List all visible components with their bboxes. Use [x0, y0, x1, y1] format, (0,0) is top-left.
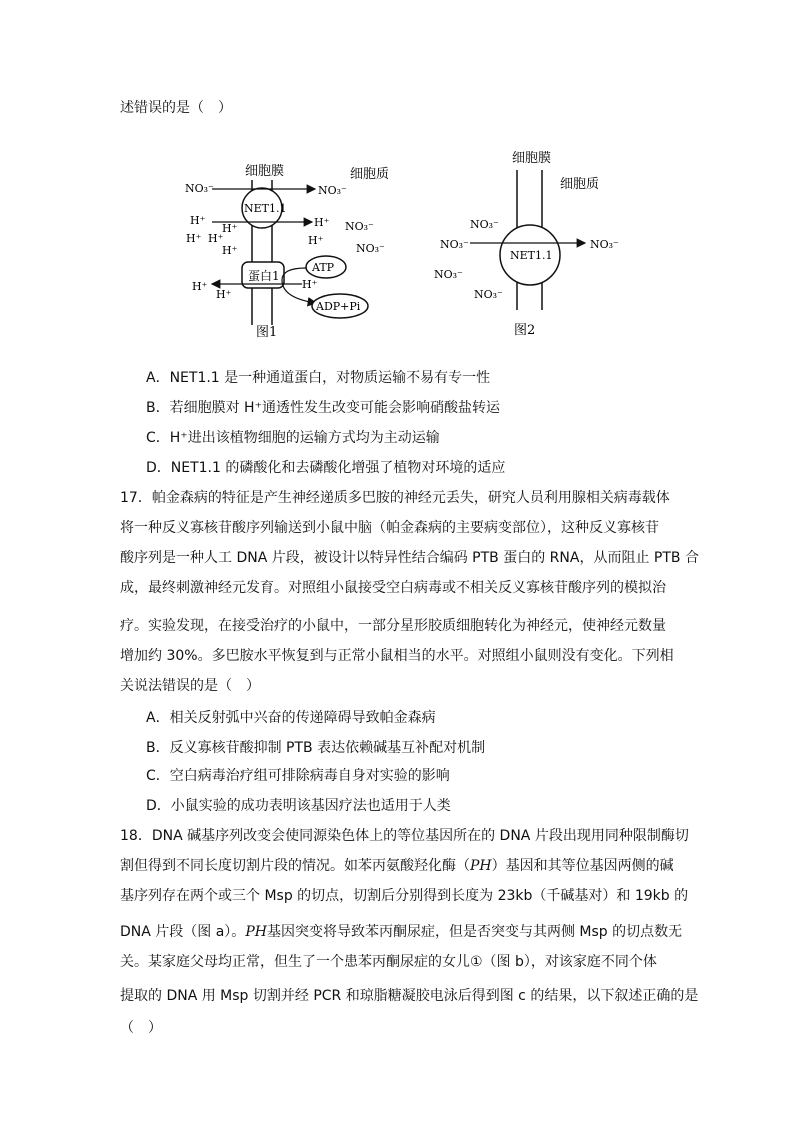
fig2-no3-4: NO₃⁻ — [474, 288, 503, 301]
q16-option-d: D．NET1.1 的磷酸化和去磷酸化增强了植物对环境的适应 — [146, 460, 506, 476]
fig1-h-8: H⁺ — [302, 278, 318, 291]
fig1-cytoplasm-label: 细胞质 — [350, 167, 390, 182]
q16-option-b: B．若细胞膜对 H⁺通透性发生改变可能会影响硝酸盐转运 — [146, 400, 500, 416]
fig1-caption: 图1 — [256, 325, 278, 340]
fig1-h-2: H⁺ — [222, 222, 238, 235]
fig1-no3-c1: NO₃⁻ — [345, 220, 374, 233]
q17-option-c: C．空白病毒治疗组可排除病毒自身对实验的影响 — [146, 768, 450, 784]
fig1-membrane-label: 细胞膜 — [245, 164, 285, 179]
fig1-no3-in: NO₃⁻ — [318, 184, 347, 197]
fig1-protein-label: 蛋白1 — [248, 269, 280, 283]
q17-line: 酸序列是一种人工 DNA 片段，被设计以特异性结合编码 PTB 蛋白的 RNA，从而阻止 PTB 合 — [120, 550, 699, 566]
q17-line: 17．帕金森病的特征是产生神经递质多巴胺的神经元丢失，研究人员利用腺相关病毒载体 — [120, 490, 670, 506]
q17-line: 增加约 30%。多巴胺水平恢复到与正常小鼠相当的水平。对照组小鼠则没有变化。下列相 — [120, 648, 674, 664]
fig1-adp-label: ADP+Pi — [316, 300, 361, 313]
figure-1-diagram — [170, 150, 400, 350]
figure-2-diagram — [430, 140, 640, 350]
q18-line-2: 割但得到不同长度切割片段的情况。如苯丙氨酸羟化酶（PH）基因和其等位基因两侧的碱 — [120, 858, 674, 874]
q17-line: 成，最终刺激神经元发育。对照组小鼠接受空白病毒或不相关反义寡核苷酸序列的模拟治 — [120, 580, 666, 596]
q17-option-a: A．相关反射弧中兴奋的传递障碍导致帕金森病 — [146, 710, 436, 726]
q17-line: 疗。实验发现，在接受治疗的小鼠中，一部分星形胶质细胞转化为神经元，使神经元数量 — [120, 618, 666, 634]
q18-line-5: 关。某家庭父母均正常，但生了一个患苯丙酮尿症的女儿①（图 b），对该家庭不同个体 — [120, 954, 657, 970]
fig1-atp-label: ATP — [312, 261, 335, 274]
fig2-no3-1: NO₃⁻ — [470, 218, 499, 231]
fig2-no3-3: NO₃⁻ — [434, 268, 463, 281]
q18-line-4: DNA 片段（图 a）。PH基因突变将导致苯丙酮尿症，但是否突变与其两侧 Msp 的切点数无 — [120, 924, 683, 940]
fig2-net-label: NET1.1 — [510, 249, 553, 262]
q18-line-7: （ ） — [120, 1020, 162, 1036]
q17-option-d: D．小鼠实验的成功表明该基因疗法也适用于人类 — [146, 798, 451, 814]
fig1-h-3: H⁺ — [186, 232, 202, 245]
ph-gene-symbol: PH — [245, 924, 267, 940]
fig1-h-6: H⁺ — [308, 234, 324, 247]
fig1-h-out: H⁺ — [192, 280, 208, 293]
fig2-no3-in: NO₃⁻ — [590, 238, 619, 251]
fig2-no3-2: NO₃⁻ — [440, 238, 469, 251]
fig1-no3-out: NO₃⁻ — [185, 182, 214, 195]
q17-line: 将一种反义寡核苷酸序列输送到小鼠中脑（帕金森病的主要病变部位），这种反义寡核苷 — [120, 520, 659, 536]
fig1-h-1: H⁺ — [190, 214, 206, 227]
fig1-h-7: H⁺ — [216, 288, 232, 301]
fig1-h-4: H⁺ — [208, 232, 224, 245]
q18-line-3: 基序列存在两个或三个 Msp 的切点，切割后分别得到长度为 23kb（千碱基对）和 19kb 的 — [120, 888, 689, 904]
q16-option-a: A．NET1.1 是一种通道蛋白，对物质运输不易有专一性 — [146, 370, 491, 386]
fig1-h-5: H⁺ — [222, 244, 238, 257]
fig2-cytoplasm-label: 细胞质 — [560, 177, 600, 192]
q17-option-b: B．反义寡核苷酸抑制 PTB 表达依赖碱基互补配对机制 — [146, 740, 486, 756]
q18-line-6: 提取的 DNA 用 Msp 切割并经 PCR 和琼脂糖凝胶电泳后得到图 c 的结果，以下叙述正确的是 — [120, 988, 699, 1004]
ph-gene-symbol: PH — [470, 858, 492, 874]
question-16-stem-tail: 述错误的是（ ） — [120, 100, 232, 116]
q18-line-1: 18．DNA 碱基序列改变会使同源染色体上的等位基因所在的 DNA 片段出现用同种限制酶切 — [120, 828, 689, 844]
fig1-h-in: H⁺ — [314, 216, 330, 229]
fig1-net-label: NET1.1 — [244, 202, 287, 215]
q16-option-c: C．H⁺进出该植物细胞的运输方式均为主动运输 — [146, 430, 440, 446]
q17-line: 关说法错误的是（ ） — [120, 678, 260, 694]
fig2-membrane-label: 细胞膜 — [512, 151, 552, 166]
fig2-caption: 图2 — [514, 323, 536, 338]
fig1-no3-c2: NO₃⁻ — [356, 242, 385, 255]
